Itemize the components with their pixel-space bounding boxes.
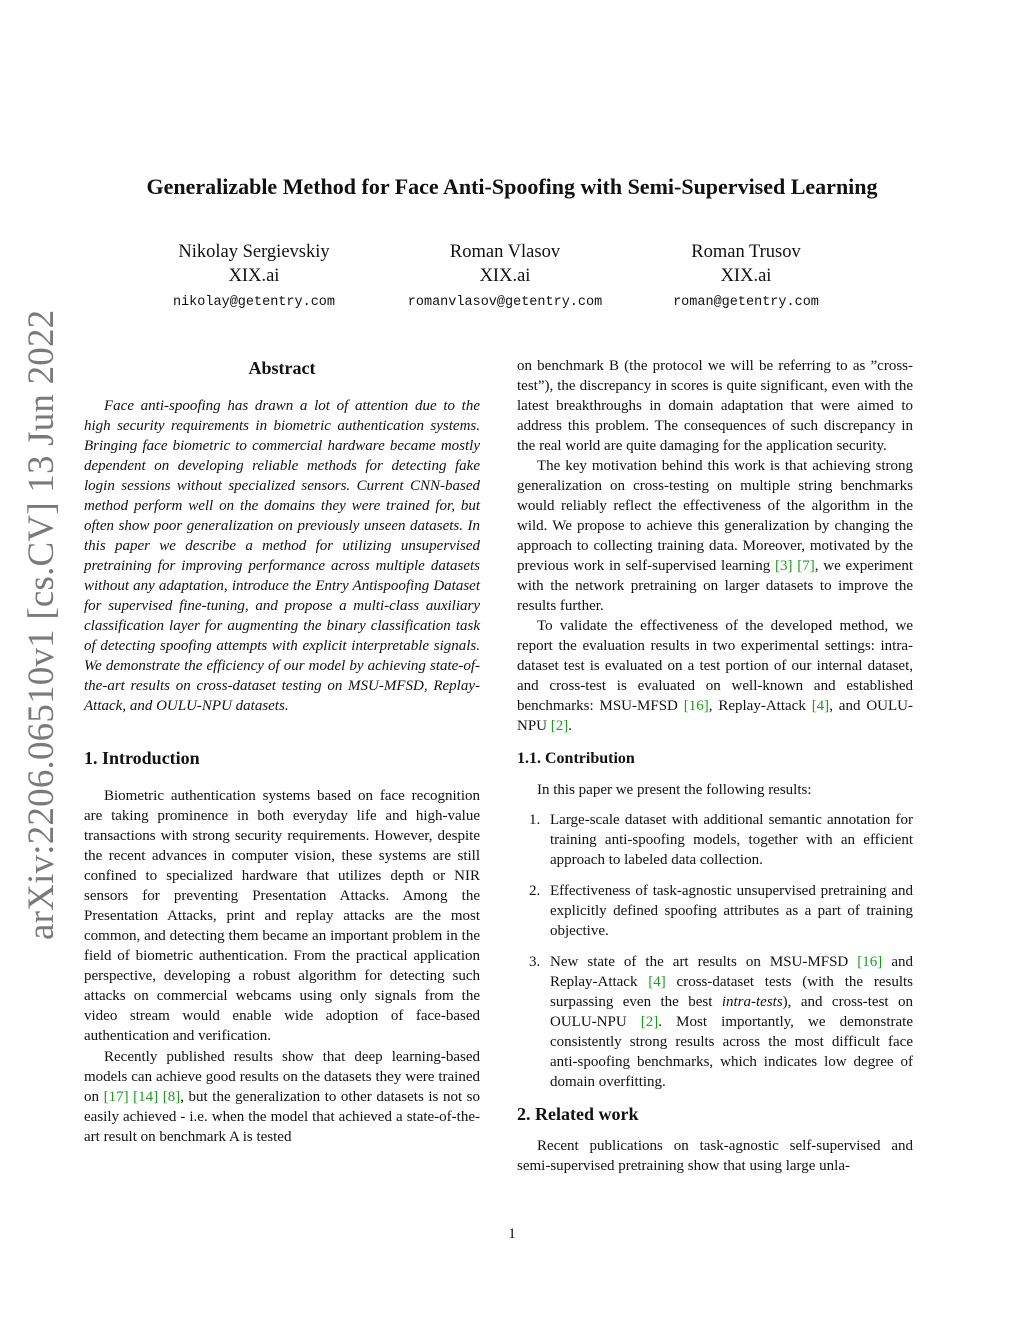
arxiv-identifier: arXiv:2206.06510v1 [cs.CV] 13 Jun 2022 bbox=[21, 309, 62, 940]
citation-link[interactable]: [14] bbox=[133, 1089, 159, 1105]
list-item bbox=[517, 952, 913, 1092]
author-affiliation: XIX.ai bbox=[479, 266, 531, 286]
citation-link[interactable]: [7] bbox=[797, 558, 815, 574]
contribution-list bbox=[517, 810, 913, 1092]
introduction-paragraph-5 bbox=[517, 616, 913, 736]
page-number: 1 bbox=[508, 1226, 516, 1242]
text-run: . bbox=[568, 718, 573, 734]
text-run: , and OULU-NPU bbox=[517, 698, 913, 734]
text-run: New state of the art results on MSU-MFSD bbox=[550, 954, 858, 970]
abstract-heading: Abstract bbox=[248, 358, 316, 378]
author-name: Roman Trusov bbox=[691, 242, 801, 262]
author-affiliation: XIX.ai bbox=[228, 266, 280, 286]
right-column bbox=[517, 356, 913, 1176]
list-item-text: Effectiveness of task-agnostic unsupervised pretraining and explicitly defined spoofing attributes as a part of training objective. bbox=[550, 883, 913, 939]
related-work-heading: 2. Related work bbox=[517, 1104, 639, 1124]
author-affiliation: XIX.ai bbox=[720, 266, 772, 286]
list-number: 3. bbox=[529, 954, 541, 970]
citation-link[interactable]: [2] bbox=[550, 718, 569, 734]
contribution-intro: In this paper we present the following results: bbox=[537, 782, 812, 798]
left-column bbox=[84, 356, 480, 1147]
introduction-paragraph-4 bbox=[517, 456, 913, 616]
list-item-text: Large-scale dataset with additional semantic annotation for training anti-spoofing models, together with an efficient approach to labeled data collection. bbox=[550, 812, 913, 868]
introduction-paragraph-2 bbox=[84, 1047, 480, 1147]
list-item bbox=[517, 881, 913, 941]
related-work-paragraph-1: Recent publications on task-agnostic self-supervised and semi-supervised pretraining show that using large unla- bbox=[517, 1138, 913, 1174]
abstract-text: Face anti-spoofing has drawn a lot of attention due to the high security requirements in biometric authentication systems. Bringing face biometric to commercial hardware became mostly dependent on developing reliable methods for detecting fake login sessions without specialized sensors. Current CNN-based method perform well on the domains they were trained for, but often show poor generalization on previously unseen datasets. In this paper we describe a method for utilizing unsupervised pretraining for improving performance across multiple datasets without any adaptation, introduce the Entry Antispoofing Dataset for supervised fine-tuning, and propose a multi-class auxiliary classification layer for augmenting the binary classification task of detecting spoofing attempts with explicit interpretable signals. We demonstrate the efficiency of our model by achieving state-of-the-art results on cross-dataset testing on MSU-MFSD, Replay-Attack, and OULU-NPU datasets. bbox=[84, 398, 480, 714]
introduction-paragraph-3: on benchmark B (the protocol we will be referring to as ”cross-test”), the discrepancy in scores is quite significant, even with the latest breakthroughs in domain adaptation that were aimed to address this problem. The consequences of such discrepancy in the real world are quite damaging for the application security. bbox=[517, 358, 913, 454]
introduction-paragraph-1: Biometric authentication systems based on face recognition are taking prominence in both everyday life and high-value transactions with strong security requirements. However, despite the recent advances in computer vision, these systems are still confined to specialized hardware that utilizes depth or NIR sensors for preventing Presentation Attacks. Among the Presentation Attacks, print and replay attacks are the most common, and detecting them became an important problem in the field of biometric authentication. From the practical application perspective, developing a robust algorithm for detecting such attacks on commercial webcams using only signals from the video stream would enable wide adoption of face-based authentication and verification. bbox=[84, 788, 480, 1044]
citation-link[interactable]: [16] bbox=[857, 954, 883, 970]
text-run: To validate the effectiveness of the developed method, we report the evaluation results in two experimental settings: intra-dataset test is evaluated on a test portion of our internal dataset, and cross-test is evaluated on well-known and established benchmarks: MSU-MFSD bbox=[517, 618, 913, 714]
text-run: The key motivation behind this work is that achieving strong generalization on cross-testing on multiple string benchmarks would reliably reflect the effectiveness of the algorithm in the wild. We propose to achieve this generalization by changing the approach to collecting training data. Moreover, motivated by the previous work in self-supervised learning bbox=[517, 458, 913, 574]
contribution-heading: 1.1. Contribution bbox=[517, 750, 635, 767]
text-run: ), and cross-test on OULU-NPU bbox=[550, 994, 913, 1030]
citation-link[interactable]: [3] bbox=[774, 558, 793, 574]
text-run: , but the generalization to other datasets is not so easily achieved - i.e. when the model that achieved a state-of-the-art result on benchmark A is tested bbox=[84, 1089, 481, 1145]
citation-link[interactable]: [16] bbox=[683, 698, 709, 714]
text-run: , Replay-Attack bbox=[708, 698, 812, 714]
introduction-heading: 1. Introduction bbox=[84, 748, 200, 768]
citation-link[interactable]: [4] bbox=[811, 698, 830, 714]
list-number: 1. bbox=[529, 812, 541, 828]
paper-title: Generalizable Method for Face Anti-Spoofing with Semi-Supervised Learning bbox=[146, 174, 878, 199]
text-run: and Replay-Attack bbox=[550, 954, 913, 990]
list-item bbox=[517, 810, 913, 870]
list-number: 2. bbox=[529, 883, 541, 899]
author-email: romanvlasov@getentry.com bbox=[407, 295, 603, 310]
author-email: nikolay@getentry.com bbox=[172, 295, 336, 310]
citation-link[interactable]: [2] bbox=[640, 1014, 659, 1030]
text-run: . Most importantly, we demonstrate consistently strong results across the most difficult face anti-spoofing benchmarks, which indicates low degree of domain overfitting. bbox=[550, 1014, 913, 1090]
author-name: Roman Vlasov bbox=[449, 242, 561, 262]
text-run: cross-dataset tests (with the results surpassing even the best bbox=[550, 974, 913, 1010]
author-name: Nikolay Sergievskiy bbox=[178, 242, 330, 262]
citation-link[interactable]: [8] bbox=[162, 1089, 181, 1105]
emphasis-text: intra-tests bbox=[721, 994, 783, 1010]
citation-link[interactable]: [17] bbox=[103, 1089, 129, 1105]
author-email: roman@getentry.com bbox=[673, 295, 819, 310]
text-run: Recently published results show that deep learning-based models can achieve good results on the datasets they were trained on bbox=[84, 1049, 480, 1105]
citation-link[interactable]: [4] bbox=[648, 974, 666, 990]
author-block-3 bbox=[596, 240, 896, 316]
text-run: , we experiment with the network pretraining on larger datasets to improve the results further. bbox=[517, 558, 914, 614]
